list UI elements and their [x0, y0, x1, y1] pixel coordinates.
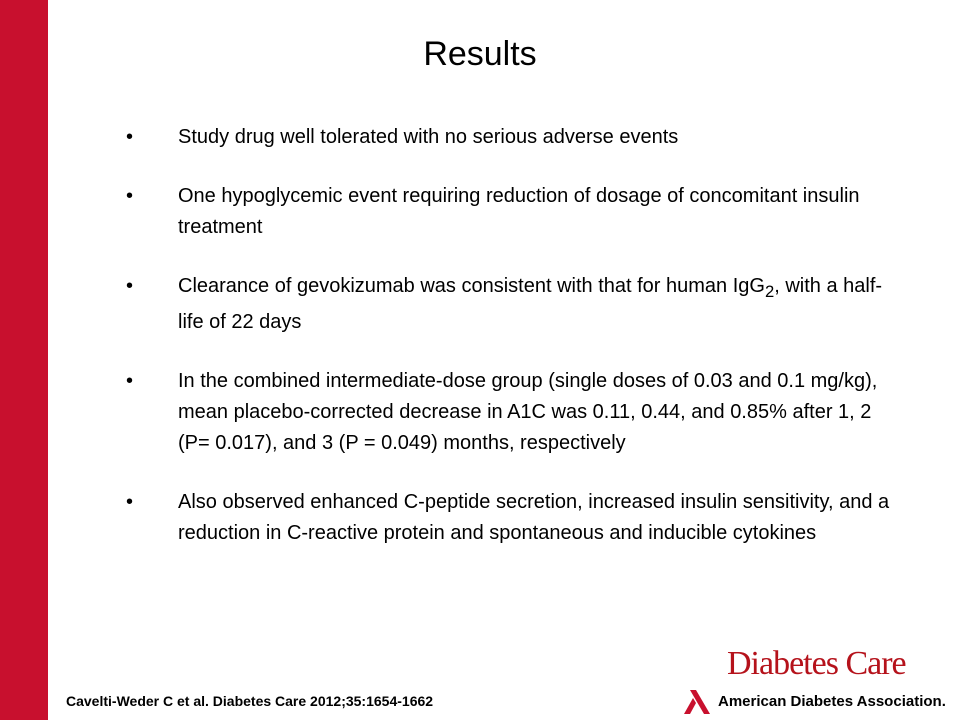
bullet-item	[126, 122, 906, 153]
diabetes-care-logo: Diabetes Care	[727, 645, 906, 682]
bullet-icon: •	[126, 126, 134, 148]
bullet-text: One hypoglycemic event requiring reduction of dosage of concomitant insulin treatment	[178, 185, 860, 238]
red-side-bar	[0, 0, 48, 720]
slide-title: Results	[423, 35, 537, 73]
bullet-icon: •	[126, 370, 134, 392]
bullet-text	[178, 275, 882, 333]
bullet-icon: •	[126, 185, 134, 207]
bullet-text-pre: Clearance of gevokizumab was consistent with that for human IgG	[178, 275, 765, 297]
ada-name: American Diabetes Association.	[718, 693, 946, 710]
bullet-list	[126, 122, 906, 577]
bullet-icon: •	[126, 491, 134, 513]
bullet-item	[126, 181, 906, 243]
bullet-text: Study drug well tolerated with no serious adverse events	[178, 126, 679, 148]
bullet-text: In the combined intermediate-dose group (single doses of 0.03 and 0.1 mg/kg), mean placebo-corrected decrease in A1C was 0.11, 0.44, and 0.85% after 1, 2 (P= 0.017), and 3 (P = 0.049) months, respectively	[178, 370, 878, 454]
citation: Cavelti-Weder C et al. Diabetes Care 2012;35:1654-1662	[66, 693, 434, 709]
bullet-icon: •	[126, 275, 134, 297]
bullet-text: Also observed enhanced C-peptide secretion, increased insulin sensitivity, and a reduction in C-reactive protein and spontaneous and inducible cytokines	[178, 491, 890, 544]
bullet-item	[126, 271, 906, 338]
bullet-item	[126, 487, 906, 549]
ada-triangle-icon	[680, 688, 714, 716]
ada-logo	[680, 688, 955, 716]
bullet-item	[126, 366, 906, 459]
bullet-text-post: , with a half-life of 22 days	[178, 275, 883, 333]
bullet-subscript: 2	[764, 282, 775, 301]
